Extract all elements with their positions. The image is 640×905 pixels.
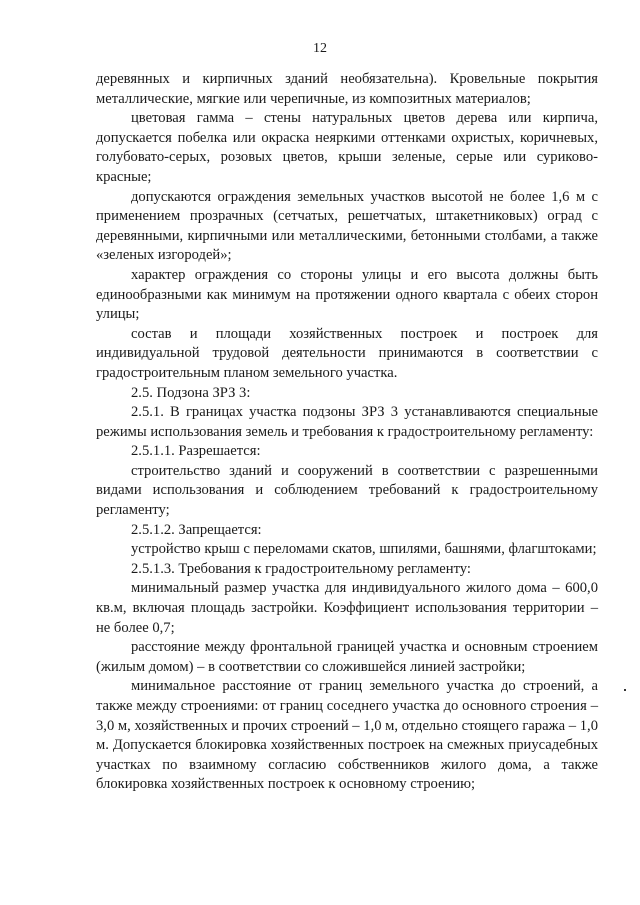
paragraph: расстояние между фронтальной границей участка и основным строением (жилым домом) – в соответствии со сложившейся линией застройки;	[96, 639, 598, 675]
subsection-heading: 2.5.1.3. Требования к градостроительному регламенту:	[131, 560, 471, 577]
paragraph: состав и площади хозяйственных построек и построек для индивидуальной трудовой деятельности принимаются в соответствии с градостроительным планом земельного участка.	[96, 325, 598, 381]
subsection-heading: 2.5.1.1. Разрешается:	[131, 443, 261, 460]
paragraph: 2.5.1. В границах участка подзоны ЗРЗ 3 устанавливаются специальные режимы использования земель и требования к градостроительному регламенту:	[96, 404, 598, 440]
document-body	[96, 70, 598, 795]
paragraph: строительство зданий и сооружений в соответствии с разрешенными видами использования и соблюдением требований к градостроительному регламенту;	[96, 462, 598, 519]
scan-speck	[624, 689, 626, 691]
paragraph: устройство крыш с переломами скатов, шпилями, башнями, флагштоками;	[131, 541, 597, 558]
page-number: 12	[313, 41, 327, 56]
section-heading: 2.5. Подзона ЗРЗ 3:	[131, 384, 251, 401]
paragraph: минимальный размер участка для индивидуального жилого дома – 600,0 кв.м, включая площадь застройки. Коэффициент использования территории – не более 0,7;	[96, 580, 598, 636]
paragraph: характер ограждения со стороны улицы и его высота должны быть единообразными как минимум на протяжении одного квартала с обеих сторон улицы;	[96, 266, 598, 323]
paragraph: деревянных и кирпичных зданий необязательна). Кровельные покрытия металлические, мягкие или черепичные, из композитных материалов;	[96, 71, 598, 107]
paragraph: допускаются ограждения земельных участков высотой не более 1,6 м с применением прозрачных (сетчатых, решетчатых, штакетниковых) оград с деревянными, кирпичными или металлическими, бетонными столбами, а также «зеленых изгородей»;	[96, 188, 598, 264]
subsection-heading: 2.5.1.2. Запрещается:	[131, 521, 262, 538]
paragraph: минимальное расстояние от границ земельного участка до строений, а также между строениями: от границ соседнего участка до основного строения – 3,0 м, хозяйственных и прочих строений – 1,0 м, отдельно стоящего гаража – 1,0 м. Допускается блокировка хозяйственных построек на смежных приусадебных участках по взаимному согласию собственников жилого дома, а также блокировка хозяйственных построек к основному строению;	[96, 678, 598, 793]
paragraph: цветовая гамма – стены натуральных цветов дерева или кирпича, допускается побелка или окраска неяркими оттенками охристых, коричневых, голубовато-серых, розовых цветов, крыши зеленые, серые или суриково-красные;	[96, 110, 598, 185]
